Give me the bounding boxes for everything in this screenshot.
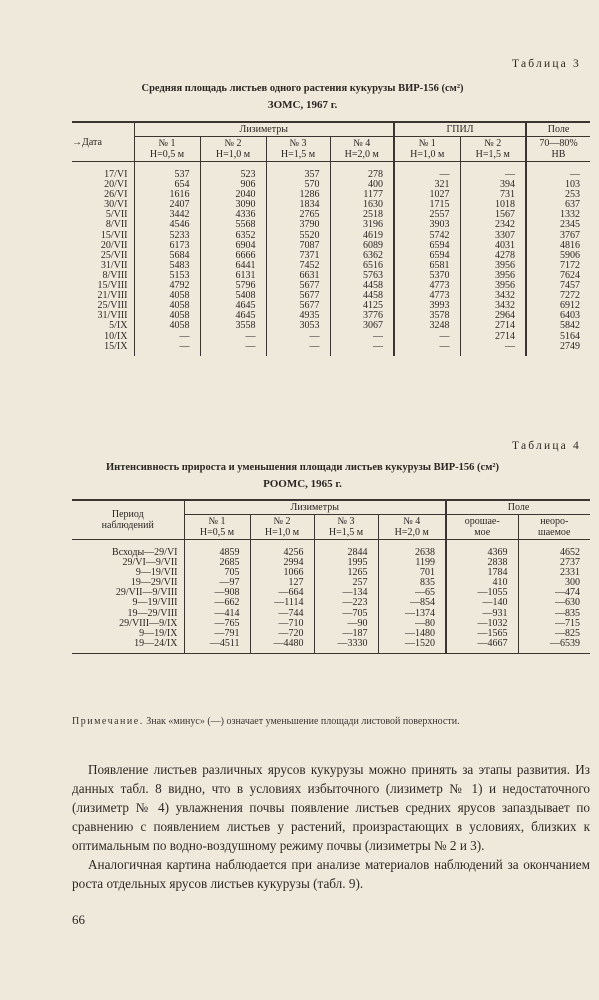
table-cell: —710 <box>250 619 314 629</box>
table-cell: 5370 <box>394 271 460 281</box>
table-cell: —664 <box>250 588 314 598</box>
table-cell: —97 <box>184 578 250 588</box>
table4-note <box>72 714 590 730</box>
table-cell: 7624 <box>526 271 590 281</box>
table-cell: 5677 <box>266 281 330 291</box>
table-cell: — <box>526 162 590 181</box>
table-cell: 4058 <box>134 291 200 301</box>
table4 <box>72 499 590 654</box>
table3-col-header-1: № 1 H=0,5 м <box>134 137 200 162</box>
table-cell: 4278 <box>460 251 526 261</box>
table-cell: 5742 <box>394 231 460 241</box>
table-row <box>72 321 590 331</box>
row-label: 29/VIII—9/IX <box>119 617 178 629</box>
row-label: 8/VII <box>105 219 128 231</box>
table-cell: 1995 <box>314 558 378 568</box>
table-cell: —765 <box>184 619 250 629</box>
table-cell: 4645 <box>200 301 266 311</box>
table-cell: 4256 <box>250 540 314 559</box>
table-cell: 5568 <box>200 220 266 230</box>
table-cell: 3903 <box>394 220 460 230</box>
table-cell: 537 <box>134 162 200 181</box>
table-cell: 6362 <box>330 251 394 261</box>
note-text: Знак «минус» (—) означает уменьшение площади листовой поверхности. <box>146 716 460 727</box>
table-cell: 6089 <box>330 241 394 251</box>
table-cell: 3432 <box>460 291 526 301</box>
table-row <box>72 639 590 654</box>
table3-date-header: →Дата <box>72 122 134 162</box>
table-cell: 7272 <box>526 291 590 301</box>
table-cell: 4546 <box>134 220 200 230</box>
table-cell: 2964 <box>460 311 526 321</box>
table-cell: 253 <box>526 190 590 200</box>
table-cell: 705 <box>184 568 250 578</box>
table-cell: 410 <box>446 578 518 588</box>
table3-subtitle: ЗОМС, 1967 г. <box>267 99 338 111</box>
table3-col-header-6: № 2 H=1,5 м <box>460 137 526 162</box>
table-cell: —4480 <box>250 639 314 654</box>
table-cell: 300 <box>518 578 590 588</box>
table-cell: 1834 <box>266 200 330 210</box>
table-cell: 2749 <box>526 342 590 356</box>
table-cell: 4336 <box>200 210 266 220</box>
row-label: 30/VI <box>104 199 128 211</box>
row-label: 8/VIII <box>102 269 128 281</box>
table-cell: 394 <box>460 180 526 190</box>
row-label: 29/VII—9/VIII <box>115 587 178 599</box>
table-cell: 5233 <box>134 231 200 241</box>
table-cell: 7371 <box>266 251 330 261</box>
table-cell: 6441 <box>200 261 266 271</box>
table-cell: 1066 <box>250 568 314 578</box>
table4-number: Таблица 4 <box>512 440 581 452</box>
table-cell: —6539 <box>518 639 590 654</box>
table-cell: 2342 <box>460 220 526 230</box>
table-cell: 2331 <box>518 568 590 578</box>
row-label: 9—19/VII <box>135 567 178 579</box>
row-label: 20/VI <box>104 179 128 191</box>
row-label: 25/VIII <box>97 300 128 312</box>
table-cell: — <box>394 162 460 181</box>
table4-subtitle: РООМС, 1965 г. <box>263 478 342 490</box>
table-cell: 4458 <box>330 281 394 291</box>
table-cell: —1374 <box>378 609 446 619</box>
table-cell: 4369 <box>446 540 518 559</box>
table3 <box>72 121 590 356</box>
row-label: 9—19/IX <box>139 627 178 639</box>
table-cell: —4511 <box>184 639 250 654</box>
table-cell: 127 <box>250 578 314 588</box>
table-cell: — <box>134 342 200 356</box>
table-cell: 6594 <box>394 241 460 251</box>
table-cell: 6173 <box>134 241 200 251</box>
table-cell: 654 <box>134 180 200 190</box>
table-cell: 1715 <box>394 200 460 210</box>
table-cell: 6912 <box>526 301 590 311</box>
table-cell: —744 <box>250 609 314 619</box>
row-label: 19—29/VIII <box>127 607 178 619</box>
table-cell: 5483 <box>134 261 200 271</box>
table-cell: 1177 <box>330 190 394 200</box>
table-cell: 6403 <box>526 311 590 321</box>
table-cell: 6904 <box>200 241 266 251</box>
table-cell: 701 <box>378 568 446 578</box>
table-cell: — <box>460 162 526 181</box>
table-cell: 1567 <box>460 210 526 220</box>
table3-number: Таблица 3 <box>512 58 581 70</box>
table-cell: —705 <box>314 609 378 619</box>
table-cell: —223 <box>314 598 378 608</box>
table-cell: —1480 <box>378 629 446 639</box>
table-cell: 4458 <box>330 291 394 301</box>
table-cell: —720 <box>250 629 314 639</box>
table-cell: —4667 <box>446 639 518 654</box>
table-cell: —835 <box>518 609 590 619</box>
row-label: 15/VII <box>100 229 128 241</box>
table4-col-header-1: № 1 H=0,5 м <box>184 515 250 540</box>
table4-col-header-5: орошае- мое <box>446 515 518 540</box>
table-cell: 3053 <box>266 321 330 331</box>
table-cell: 7452 <box>266 261 330 271</box>
table3-caption <box>30 80 575 114</box>
table4-lysimeters-header: Лизиметры <box>184 500 446 515</box>
table-cell: 5677 <box>266 301 330 311</box>
table-cell: —1114 <box>250 598 314 608</box>
table-cell: 5408 <box>200 291 266 301</box>
table-cell: —65 <box>378 588 446 598</box>
table-cell: 2737 <box>518 558 590 568</box>
table-cell: 1265 <box>314 568 378 578</box>
table-cell: 4816 <box>526 241 590 251</box>
table4-field-header: Поле <box>446 500 590 515</box>
table-cell: 257 <box>314 578 378 588</box>
row-label: 15/VIII <box>97 280 128 292</box>
table-row <box>72 342 590 356</box>
table-cell: 2685 <box>184 558 250 568</box>
table-cell: 2714 <box>460 321 526 331</box>
table-cell: — <box>266 342 330 356</box>
table3-field-header: Поле <box>526 122 590 137</box>
table-cell: 5677 <box>266 291 330 301</box>
table-cell: 2994 <box>250 558 314 568</box>
table3-col-header-3: № 3 H=1,5 м <box>266 137 330 162</box>
table-cell: 4652 <box>518 540 590 559</box>
table-cell: 2765 <box>266 210 330 220</box>
table-cell: 731 <box>460 190 526 200</box>
table-cell: 5906 <box>526 251 590 261</box>
table-cell: — <box>460 342 526 356</box>
table-cell: 278 <box>330 162 394 181</box>
table-cell: 103 <box>526 180 590 190</box>
table-cell: — <box>330 332 394 342</box>
table-cell: 4058 <box>134 321 200 331</box>
table-cell: 321 <box>394 180 460 190</box>
table-cell: 1199 <box>378 558 446 568</box>
row-label: 21/VIII <box>97 290 128 302</box>
table-cell: 6131 <box>200 271 266 281</box>
row-label: 19—24/IX <box>72 639 184 654</box>
table-cell: 1018 <box>460 200 526 210</box>
table-cell: 2838 <box>446 558 518 568</box>
table-cell: 2040 <box>200 190 266 200</box>
table-cell: 1616 <box>134 190 200 200</box>
table-cell: 3432 <box>460 301 526 311</box>
table-cell: —474 <box>518 588 590 598</box>
table-cell: —1520 <box>378 639 446 654</box>
table-cell: 3578 <box>394 311 460 321</box>
table-cell: 4058 <box>134 301 200 311</box>
table-cell: —791 <box>184 629 250 639</box>
table-cell: —187 <box>314 629 378 639</box>
table-cell: —1565 <box>446 629 518 639</box>
table-cell: —931 <box>446 609 518 619</box>
table-cell: —90 <box>314 619 378 629</box>
table-cell: 400 <box>330 180 394 190</box>
table-cell: —630 <box>518 598 590 608</box>
table3-lysimeters-header: Лизиметры <box>134 122 394 137</box>
table-cell: — <box>134 332 200 342</box>
table-cell: 3067 <box>330 321 394 331</box>
row-label: 5/IX <box>109 320 128 332</box>
table3-col-header-4: № 4 H=2,0 м <box>330 137 394 162</box>
table-cell: 3956 <box>460 281 526 291</box>
table-cell: 2714 <box>460 332 526 342</box>
table-cell: 4619 <box>330 231 394 241</box>
table-cell: 3558 <box>200 321 266 331</box>
table-cell: 2407 <box>134 200 200 210</box>
table-cell: 5763 <box>330 271 394 281</box>
table-cell: 5684 <box>134 251 200 261</box>
table-cell: 5520 <box>266 231 330 241</box>
table-cell: 6666 <box>200 251 266 261</box>
table-cell: —134 <box>314 588 378 598</box>
table-cell: 570 <box>266 180 330 190</box>
table3-col-header-2: № 2 H=1,0 м <box>200 137 266 162</box>
table-cell: —908 <box>184 588 250 598</box>
row-label: 31/VII <box>100 259 128 271</box>
table-cell: 835 <box>378 578 446 588</box>
table-cell: 637 <box>526 200 590 210</box>
table-cell: 4792 <box>134 281 200 291</box>
table-cell: 906 <box>200 180 266 190</box>
row-label: 9—19/VIII <box>132 597 178 609</box>
table-cell: 5153 <box>134 271 200 281</box>
table-cell: 523 <box>200 162 266 181</box>
table-cell: 6352 <box>200 231 266 241</box>
table-cell: 2518 <box>330 210 394 220</box>
table-cell: —715 <box>518 619 590 629</box>
table-cell: 3956 <box>460 261 526 271</box>
row-label: 15/IX <box>104 340 128 352</box>
table-cell: 2638 <box>378 540 446 559</box>
table-cell: 1286 <box>266 190 330 200</box>
row-label: 19—29/VII <box>130 577 178 589</box>
table-cell: 3196 <box>330 220 394 230</box>
table-cell: 1784 <box>446 568 518 578</box>
row-label: Всходы—29/VI <box>112 547 178 558</box>
table-cell: —825 <box>518 629 590 639</box>
table-cell: 3090 <box>200 200 266 210</box>
table4-caption <box>30 459 575 493</box>
table-cell: — <box>394 332 460 342</box>
table-cell: 6516 <box>330 261 394 271</box>
table-cell: 1630 <box>330 200 394 210</box>
table-cell: 7457 <box>526 281 590 291</box>
table-cell: 3307 <box>460 231 526 241</box>
row-label: 25/VII <box>100 249 128 261</box>
row-label: 10/IX <box>104 330 128 342</box>
table-cell: — <box>330 342 394 356</box>
body-paragraph-2: Аналогичная картина наблюдается при анализе материалов наблюдений за окончанием роста отдельных ярусов листьев кукурузы (табл. 9). <box>72 857 590 891</box>
row-label: 31/VIII <box>97 310 128 322</box>
table-cell: 3442 <box>134 210 200 220</box>
table-cell: 357 <box>266 162 330 181</box>
body-paragraph-1: Появление листьев различных ярусов кукурузы можно принять за этапы развития. Из данных табл. 8 видно, что в условиях избыточного (лизиметр № 1) и недостаточного (лизиметр № 4) увлажнения почвы появление листьев средних ярусов запаздывает по сравнению с появлением листьев у растений, произрастающих в условиях, близких к оптимальным по водно-воздушному режиму почвы (лизиметры № 2 и 3). <box>72 762 590 853</box>
row-label: 26/VI <box>104 189 128 201</box>
table-cell: —662 <box>184 598 250 608</box>
table-row <box>72 540 590 559</box>
table-cell: —1055 <box>446 588 518 598</box>
table-cell: 2557 <box>394 210 460 220</box>
table-cell: 2844 <box>314 540 378 559</box>
table4-title: Интенсивность прироста и уменьшения площади листьев кукурузы ВИР-156 (см²) <box>105 462 499 473</box>
table-cell: 5164 <box>526 332 590 342</box>
table-cell: 5796 <box>200 281 266 291</box>
table-cell: 3767 <box>526 231 590 241</box>
page-number: 66 <box>72 912 85 927</box>
table4-period-header: Период наблюдений <box>72 500 184 540</box>
table-cell: 7172 <box>526 261 590 271</box>
table-cell: 4935 <box>266 311 330 321</box>
table-cell: 4058 <box>134 311 200 321</box>
table4-col-header-6: неоро- шаемое <box>518 515 590 540</box>
table3-col-header-5: № 1 H=1,0 м <box>394 137 460 162</box>
table-cell: 4773 <box>394 281 460 291</box>
table-cell: 6631 <box>266 271 330 281</box>
table4-col-header-2: № 2 H=1,0 м <box>250 515 314 540</box>
table3-title: Средняя площадь листьев одного растения кукурузы ВИР-156 (см²) <box>141 83 464 94</box>
table-row <box>72 162 590 181</box>
table-cell: 3248 <box>394 321 460 331</box>
table-cell: —140 <box>446 598 518 608</box>
table-cell: 7087 <box>266 241 330 251</box>
table-cell: 3993 <box>394 301 460 311</box>
table-cell: 6581 <box>394 261 460 271</box>
table-cell: — <box>200 342 266 356</box>
table3-gpil-header: ГПИЛ <box>394 122 526 137</box>
table-cell: 4125 <box>330 301 394 311</box>
table4-col-header-3: № 3 H=1,5 м <box>314 515 378 540</box>
table-cell: 1332 <box>526 210 590 220</box>
note-lead: Примечание. <box>72 716 144 727</box>
table-cell: 4031 <box>460 241 526 251</box>
table-cell: —3330 <box>314 639 378 654</box>
table-cell: —854 <box>378 598 446 608</box>
table-cell: 3956 <box>460 271 526 281</box>
table-cell: 4859 <box>184 540 250 559</box>
row-label: 20/VII <box>100 239 128 251</box>
table-cell: —80 <box>378 619 446 629</box>
body-text <box>72 760 590 893</box>
row-label: 17/VI <box>104 169 128 180</box>
table-cell: 6594 <box>394 251 460 261</box>
table-cell: — <box>266 332 330 342</box>
row-label: 29/VI—9/VII <box>122 557 178 569</box>
table-cell: 2345 <box>526 220 590 230</box>
row-label: 5/VII <box>105 209 128 221</box>
table-cell: 4645 <box>200 311 266 321</box>
table-cell: —1032 <box>446 619 518 629</box>
table-cell: 1027 <box>394 190 460 200</box>
table-cell: —414 <box>184 609 250 619</box>
table3-col-header-7: 70—80% HB <box>526 137 590 162</box>
table4-col-header-4: № 4 H=2,0 м <box>378 515 446 540</box>
table-cell: 4773 <box>394 291 460 301</box>
table-cell: 5842 <box>526 321 590 331</box>
table-cell: 3776 <box>330 311 394 321</box>
table-cell: — <box>200 332 266 342</box>
table-cell: — <box>394 342 460 356</box>
table-cell: 3790 <box>266 220 330 230</box>
